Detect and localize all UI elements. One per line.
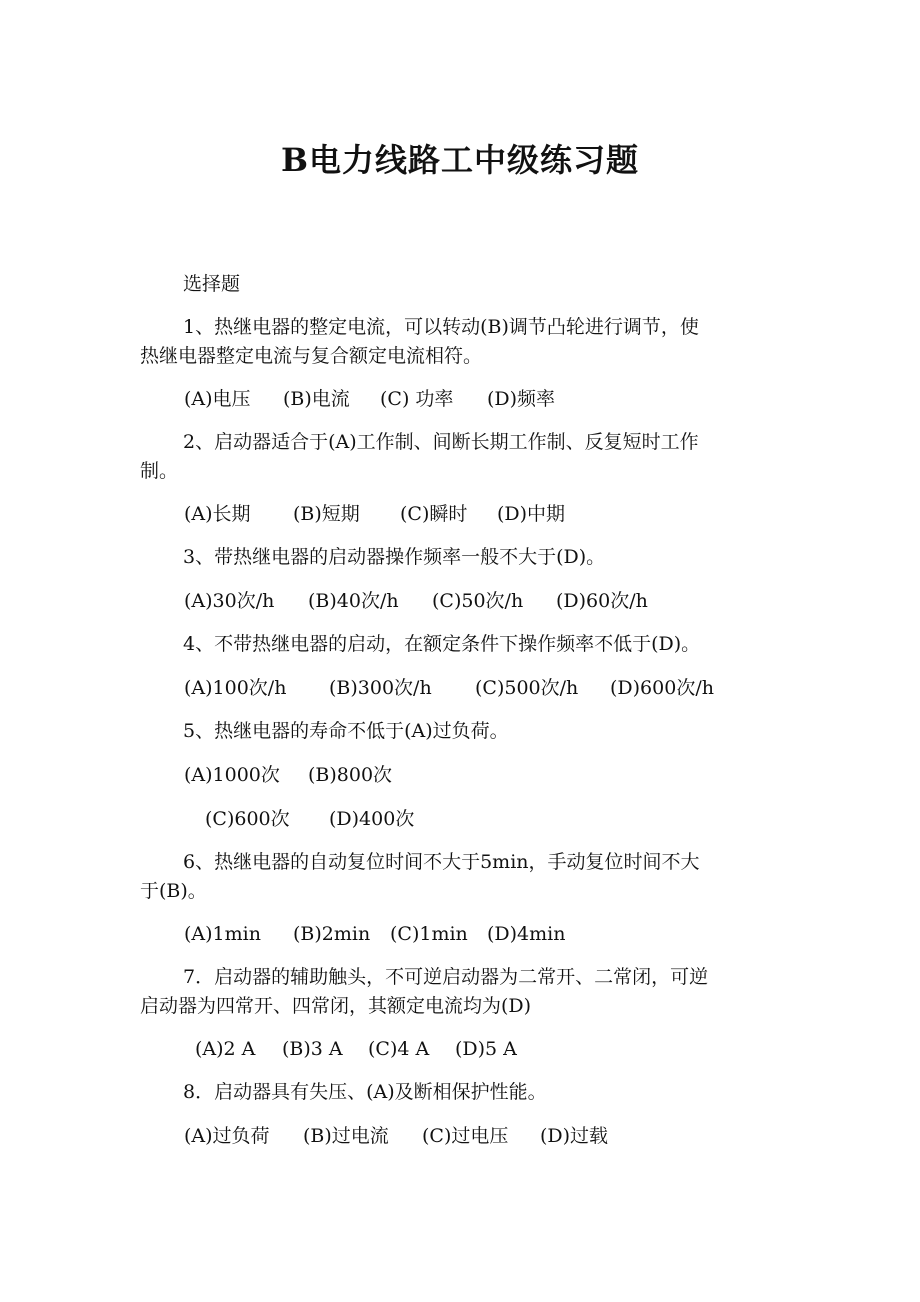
question-8-options [0, 1121, 920, 1151]
option-a: (A)电压 [184, 388, 251, 410]
question-6-line-2: 于(B)。 [140, 880, 207, 902]
option-c: (C)500次/h [475, 677, 579, 699]
option-c: (C) 功率 [380, 388, 454, 410]
option-a: (A)30次/h [184, 590, 275, 612]
option-d: (D)60次/h [556, 590, 648, 612]
option-b: (B)2min [293, 923, 371, 945]
option-d: (D)600次/h [610, 677, 714, 699]
option-d: (D)频率 [487, 388, 556, 410]
option-a: (A)100次/h [184, 677, 287, 699]
question-6-line-1: 6、热继电器的自动复位时间不大于5min，手动复位时间不大 [183, 851, 700, 873]
option-c: (C)4 A [368, 1038, 430, 1060]
question-1-options [0, 384, 920, 414]
option-a: (A)过负荷 [184, 1125, 270, 1147]
question-7-line-2: 启动器为四常开、四常闭，其额定电流均为(D) [140, 995, 532, 1017]
question-5-options-row-2 [0, 804, 920, 834]
option-a: (A)2 A [195, 1038, 256, 1060]
question-2-line-2: 制。 [140, 460, 179, 482]
question-8-line-1: 8．启动器具有失压、(A)及断相保护性能。 [183, 1081, 547, 1103]
option-a: (A)1min [184, 923, 261, 945]
question-5-options-row-1 [0, 760, 920, 790]
question-4-line-1: 4、不带热继电器的启动，在额定条件下操作频率不低于(D)。 [183, 633, 701, 655]
question-5-line-1: 5、热继电器的寿命不低于(A)过负荷。 [183, 720, 509, 742]
question-6-options [0, 919, 920, 949]
option-b: (B)300次/h [329, 677, 432, 699]
option-a: (A)1000次 [184, 764, 280, 786]
question-3-line-1: 3、带热继电器的启动器操作频率一般不大于(D)。 [183, 546, 606, 568]
option-b: (B)短期 [293, 503, 360, 525]
option-b: (B)过电流 [303, 1125, 389, 1147]
option-c: (C)600次 [205, 808, 290, 830]
question-7-options [0, 1034, 920, 1064]
option-c: (C)过电压 [422, 1125, 509, 1147]
option-b: (B)40次/h [308, 590, 399, 612]
document-title: B电力线路工中级练习题 [280, 141, 640, 179]
question-4-options [0, 673, 920, 703]
question-2-options [0, 499, 920, 529]
option-b: (B)800次 [308, 764, 393, 786]
question-2-line-1: 2、启动器适合于(A)工作制、间断长期工作制、反复短时工作 [183, 431, 699, 453]
option-c: (C)1min [390, 923, 468, 945]
question-7-line-1: 7．启动器的辅助触头，不可逆启动器为二常开、二常闭，可逆 [183, 966, 709, 988]
option-a: (A)长期 [184, 503, 251, 525]
question-3-options [0, 586, 920, 616]
question-1-line-1: 1、热继电器的整定电流，可以转动(B)调节凸轮进行调节，使 [183, 316, 699, 338]
section-heading: 选择题 [183, 273, 241, 295]
option-d: (D)5 A [455, 1038, 517, 1060]
question-1-line-2: 热继电器整定电流与复合额定电流相符。 [140, 345, 483, 367]
option-d: (D)400次 [329, 808, 415, 830]
option-b: (B)电流 [283, 388, 350, 410]
option-c: (C)50次/h [432, 590, 524, 612]
option-d: (D)过载 [540, 1125, 609, 1147]
option-b: (B)3 A [282, 1038, 343, 1060]
option-d: (D)4min [487, 923, 566, 945]
option-d: (D)中期 [497, 503, 566, 525]
option-c: (C)瞬时 [400, 503, 468, 525]
